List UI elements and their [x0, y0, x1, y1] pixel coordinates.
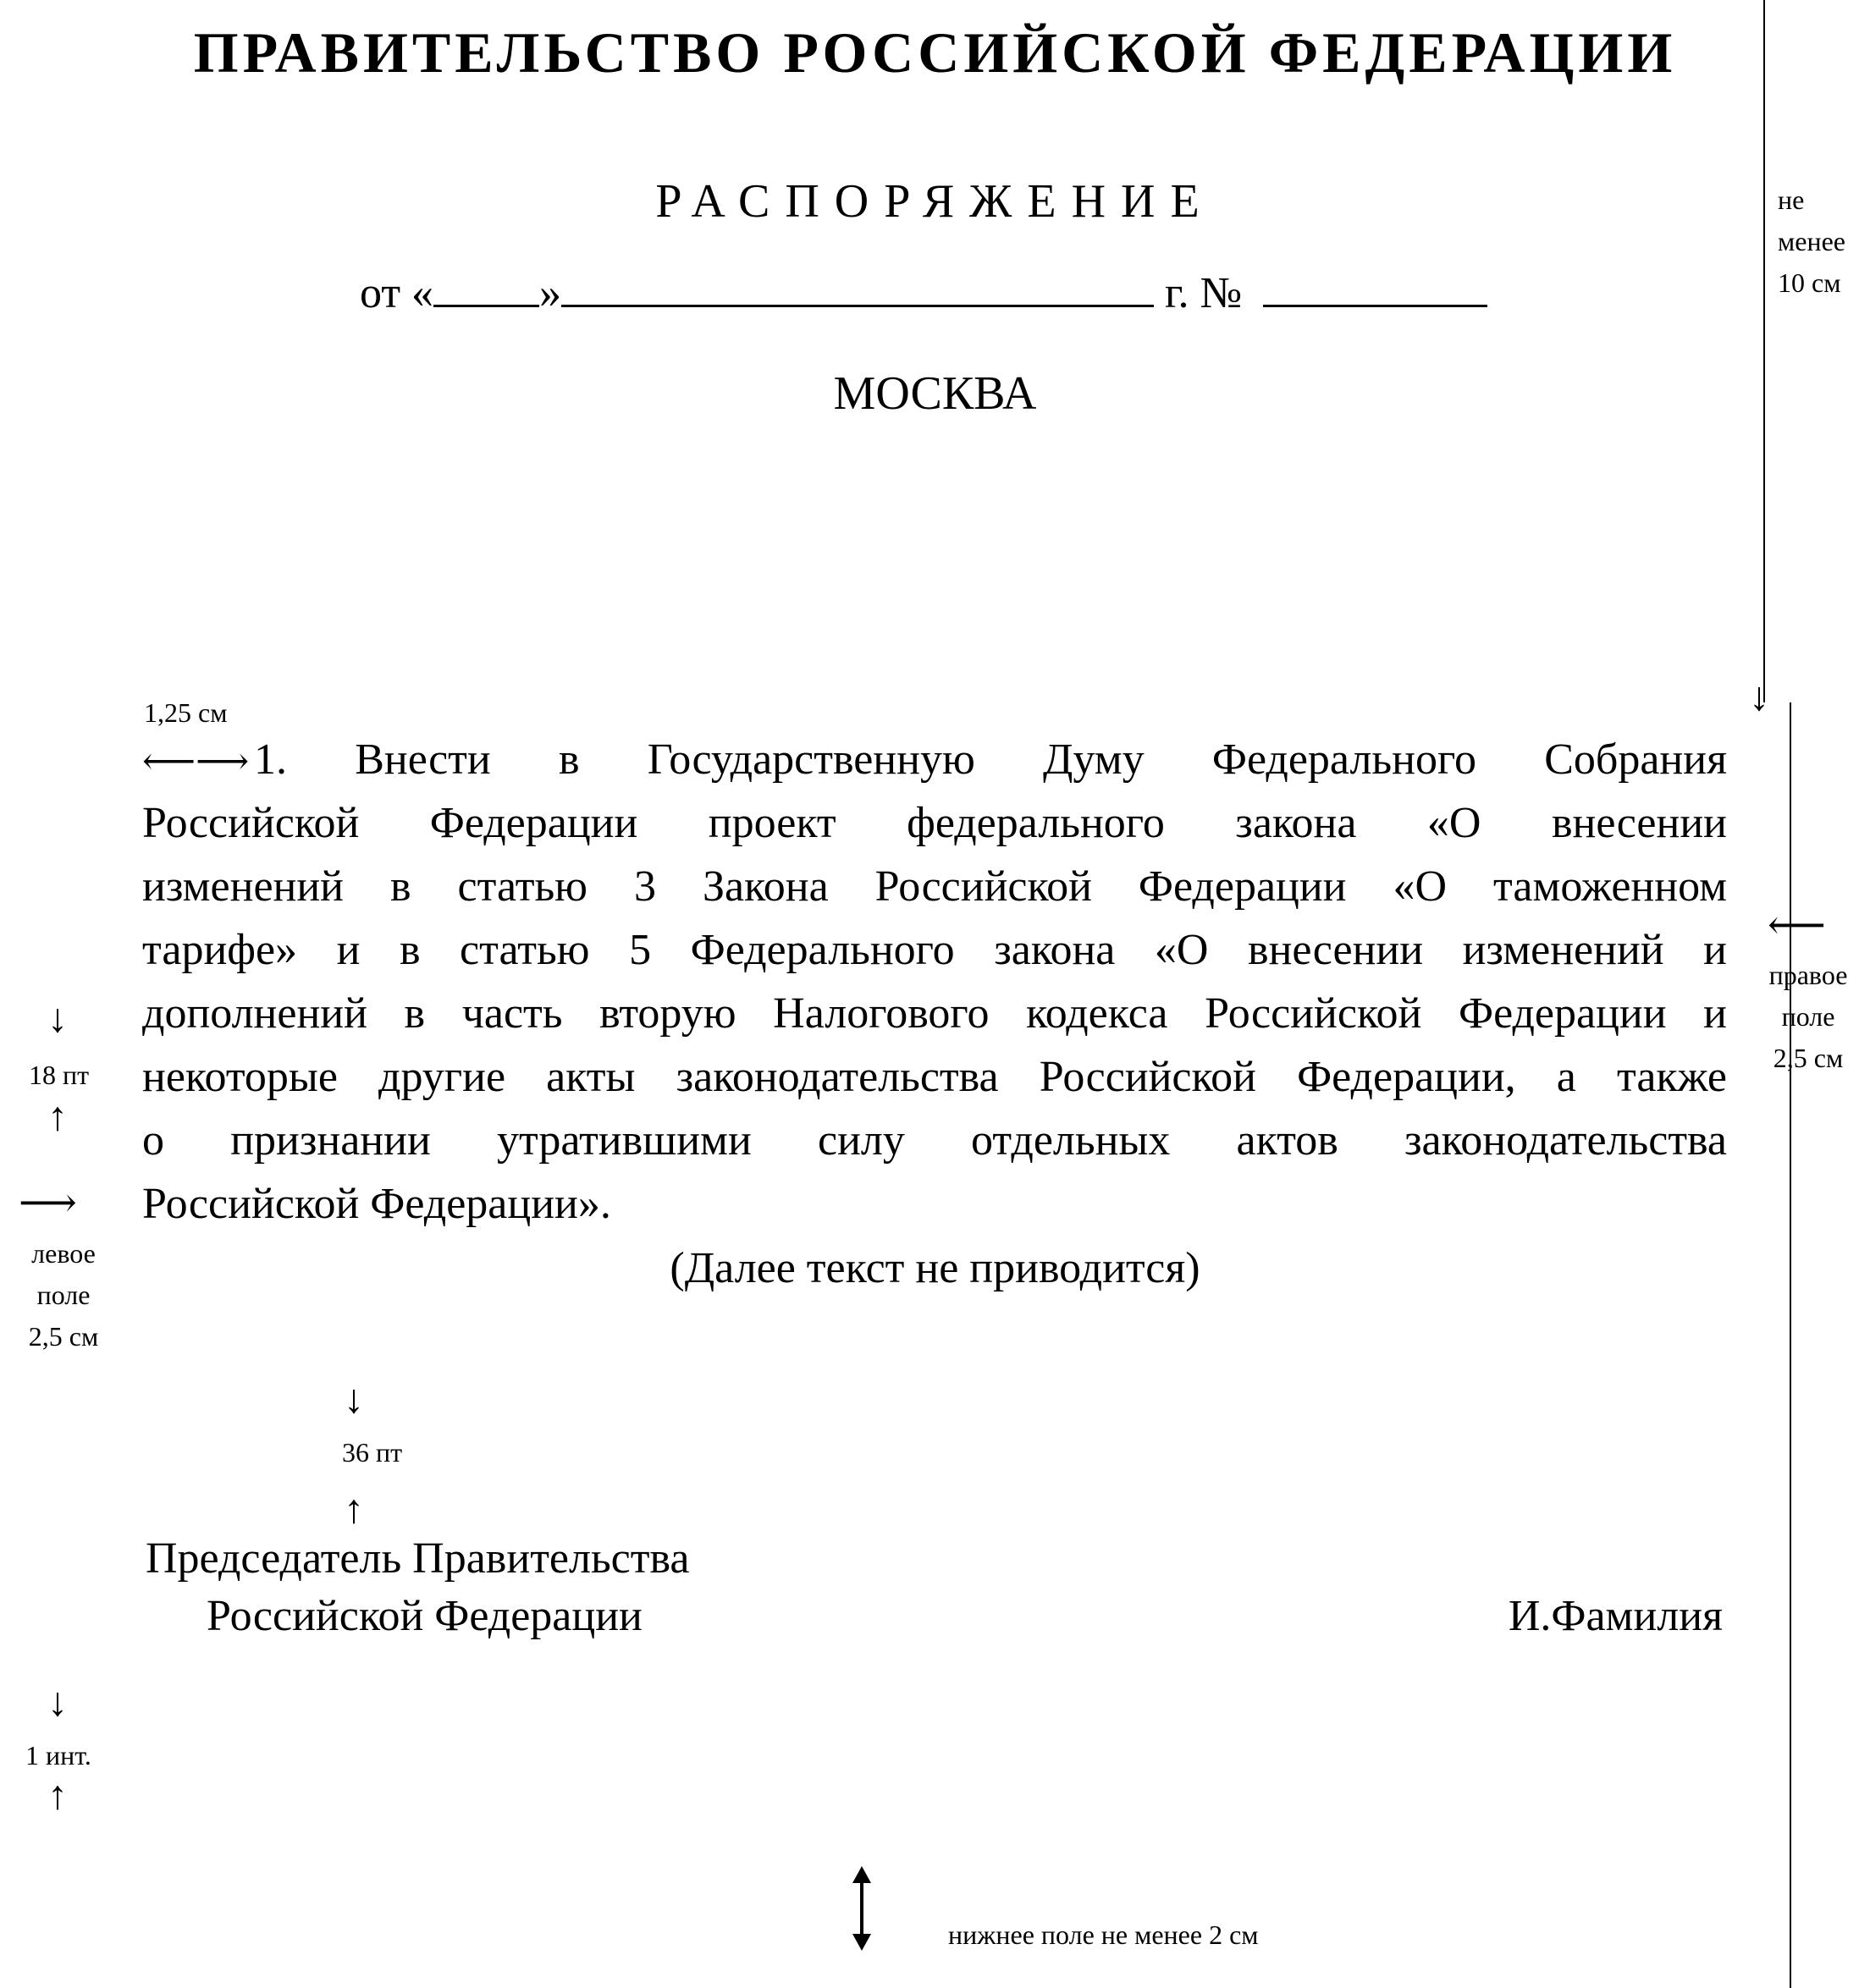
arrow-down-icon: ↓ [47, 1680, 68, 1725]
body-line: Российской Федерации». [142, 1180, 611, 1228]
date-number-line [360, 264, 1487, 320]
signer-title-line2: Российской Федерации [207, 1592, 643, 1640]
arrow-left-icon: ⟵ [1768, 903, 1826, 948]
left-margin-note: левое поле 2,5 см [28, 1238, 99, 1352]
body-line: изменений в статью 3 Закона Российской Федерации «О таможенном [142, 862, 1727, 911]
arrow-up-icon: ↑ [47, 1773, 68, 1818]
arrow-up-icon: ↑ [47, 1094, 68, 1139]
date-prefix: от « [360, 269, 434, 317]
signer-title [146, 1530, 689, 1645]
body-line: дополнений в часть вторую Налогового кодекса Российской Федерации и [142, 989, 1727, 1038]
right-edge-line [1790, 702, 1791, 1988]
arrow-up-icon: ↑ [344, 1487, 364, 1532]
body-line: о признании утратившими силу отдельных актов законодательства [142, 1116, 1727, 1165]
signer-title-line1: Председатель Правительства [146, 1534, 690, 1583]
arrow-right-icon: ⟶ [19, 1181, 77, 1225]
bottom-margin-note: нижнее поле не менее 2 см [948, 1919, 1259, 1950]
year-suffix: г. № [1165, 269, 1243, 317]
arrow-down-icon: ↓ [47, 996, 68, 1041]
indent-note: 1,25 см [144, 697, 228, 728]
further-text-note: (Далее текст не приводится) [670, 1244, 1200, 1292]
top-margin-line [1763, 0, 1765, 702]
arrow-down-icon: ↓ [344, 1377, 364, 1422]
top-margin-note: не менее 10 см [1778, 184, 1845, 298]
day-blank[interactable] [433, 264, 539, 307]
organization-title: ПРАВИТЕЛЬСТВО РОССИЙСКОЙ ФЕДЕРАЦИИ [193, 20, 1677, 85]
arrow-down-icon: ↓ [1749, 675, 1769, 719]
date-mid: » [539, 269, 562, 317]
signature-spacing-note: 36 пт [342, 1437, 403, 1468]
right-margin-note: правое поле 2,5 см [1768, 960, 1848, 1073]
body-line: некоторые другие акты законодательства Российской Федерации, а также [142, 1053, 1727, 1101]
line-spacing-note: 18 пт [29, 1060, 90, 1090]
month-blank[interactable] [561, 264, 1154, 307]
body-text [142, 728, 1727, 1236]
document-type: РАСПОРЯЖЕНИЕ [655, 175, 1215, 228]
signer-name: И.Фамилия [1508, 1592, 1723, 1640]
number-blank[interactable] [1263, 264, 1487, 307]
indent-arrow-icon: ⟵⟶ [142, 741, 250, 782]
city-name: МОСКВА [833, 367, 1037, 420]
body-line: Российской Федерации проект федерального закона «О внесении [142, 799, 1727, 847]
body-line: ⟵⟶ 1. Внести в Государственную Думу Федерального Собрания [142, 728, 1727, 791]
double-arrow-vertical-icon [850, 1866, 874, 1955]
body-line: тарифе» и в статью 5 Федерального закона «О внесении изменений и [142, 926, 1727, 974]
interval-note: 1 инт. [25, 1740, 91, 1770]
